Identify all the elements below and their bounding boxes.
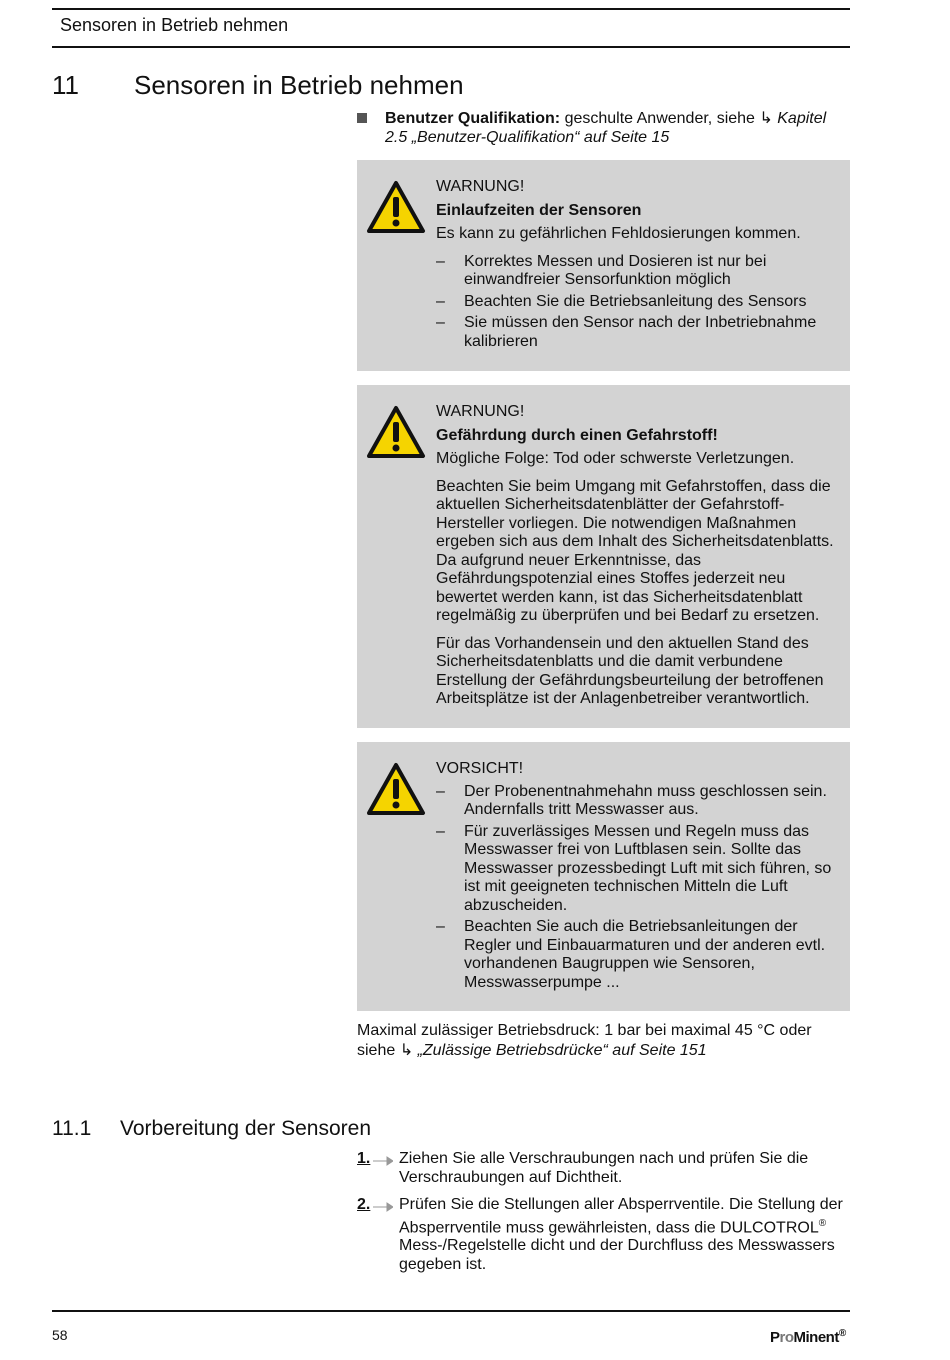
warning-signal-word: WARNUNG! <box>436 403 525 420</box>
warning-triangle-icon <box>366 180 426 234</box>
warning-measures-list <box>436 253 841 352</box>
pressure-link[interactable]: „Zulässige Betriebsdrücke“ auf Seite 151 <box>417 1041 707 1059</box>
step-arrow-icon <box>373 1156 393 1166</box>
header-rule <box>52 46 850 48</box>
caution-box <box>357 742 850 1011</box>
running-header: Sensoren in Betrieb nehmen <box>60 15 289 35</box>
chapter-number: 11 <box>52 70 79 100</box>
bullet-square-icon <box>357 113 367 123</box>
prominent-logo: ProMinent® <box>770 1328 846 1346</box>
qualification-label: Benutzer Qualifikation: <box>385 110 561 127</box>
warning-triangle-icon <box>366 762 426 816</box>
warning-paragraph: Beachten Sie beim Umgang mit Gefahrstoffen, dass die aktuellen Sicherheitsdatenblätter der Gefahrstoff-Hersteller vorliegen. Die notwendigen Maßnahmen ergeben sich aus dem Inhalt des Sicherheitsdatenblatts. Da aufgrund neuer Erkenntnisse, das Gefährdungspotenzial eines Stoffes jederzeit neu bewertet werden kann, ist das Sicherheitsdatenblatt regelmäßig zu überprüfen und bei Bedarf zu ersetzen. <box>436 477 834 624</box>
page-number: 58 <box>52 1327 68 1343</box>
warning-box-sensor-runin <box>357 160 850 371</box>
footer-rule <box>52 1310 850 1312</box>
warning-signal-word: WARNUNG! <box>436 178 525 195</box>
qualification-link[interactable]: Kapitel 2.5 „Benutzer-Qualifikation“ auf Seite 15 <box>385 110 827 146</box>
top-rule <box>52 8 850 10</box>
step-text: Ziehen Sie alle Verschraubungen nach und prüfen Sie die Verschraubungen auf Dichtheit. <box>399 1150 809 1186</box>
section-number: 11.1 <box>52 1117 92 1140</box>
step-2 <box>357 1196 847 1274</box>
warning-triangle-icon <box>366 405 426 459</box>
caution-signal-word: VORSICHT! <box>436 760 524 777</box>
list-item: – Beachten Sie die Betriebsanleitung des Sensors <box>436 292 807 310</box>
reference-arrow-icon: ↳ <box>759 110 773 127</box>
section-title: Vorbereitung der Sensoren <box>120 1117 372 1140</box>
step-text: Prüfen Sie die Stellungen aller Absperrventile. Die Stellung der Absperrventile muss gewährleisten, dass die DULCOTROL® Mess-/Regelstelle dicht und der Durchfluss des Messwassers gegeben ist. <box>399 1196 843 1273</box>
step-number: 2. <box>357 1196 371 1213</box>
warning-consequence: Mögliche Folge: Tod oder schwerste Verletzungen. <box>436 450 795 467</box>
step-1 <box>357 1150 847 1190</box>
warning-paragraph: Für das Vorhandensein und den aktuellen Stand des Sicherheitsdatenblatts und die damit verbundene Erstellung der Gefährdungsbeurteilung der betroffenen Arbeitsplätze ist der Anlagenbetreiber verantwortlich. <box>436 634 824 707</box>
warning-consequence: Es kann zu gefährlichen Fehldosierungen kommen. <box>436 225 801 242</box>
list-item: – Der Probenentnahmehahn muss geschlossen sein. Andernfalls tritt Messwasser aus. <box>436 782 827 818</box>
caution-list <box>436 783 841 993</box>
list-item: – Korrektes Messen und Dosieren ist nur bei einwandfreier Sensorfunktion möglich <box>436 252 767 288</box>
pressure-note-text: Maximal zulässiger Betriebsdruck: 1 bar bei maximal 45 °C oder siehe <box>357 1022 812 1059</box>
warning-title: Einlaufzeiten der Sensoren <box>436 201 642 219</box>
list-item: – Für zuverlässiges Messen und Regeln muss das Messwasser frei von Luftblasen sein. Sollte das Messwasser prozessbedingt Luft mit sich führen, so ist mit geeigneten technischen Mitteln die Luft abzuscheiden. <box>436 822 832 914</box>
step-arrow-icon <box>373 1202 393 1212</box>
qualification-text: geschulte Anwender, siehe <box>564 110 755 127</box>
chapter-title: Sensoren in Betrieb nehmen <box>134 70 464 100</box>
step-number: 1. <box>357 1150 371 1167</box>
reference-arrow-icon: ↳ <box>399 1041 414 1059</box>
pressure-note <box>357 1021 847 1060</box>
warning-box-hazardous-substance <box>357 385 850 728</box>
list-item: – Sie müssen den Sensor nach der Inbetriebnahme kalibrieren <box>436 314 817 350</box>
warning-title: Gefährdung durch einen Gefahrstoff! <box>436 426 718 444</box>
list-item: – Beachten Sie auch die Betriebsanleitungen der Regler und Einbauarmaturen und der anderen evtl. vorhandenen Baugruppen wie Sensoren, Messwasserpumpe ... <box>436 918 826 991</box>
